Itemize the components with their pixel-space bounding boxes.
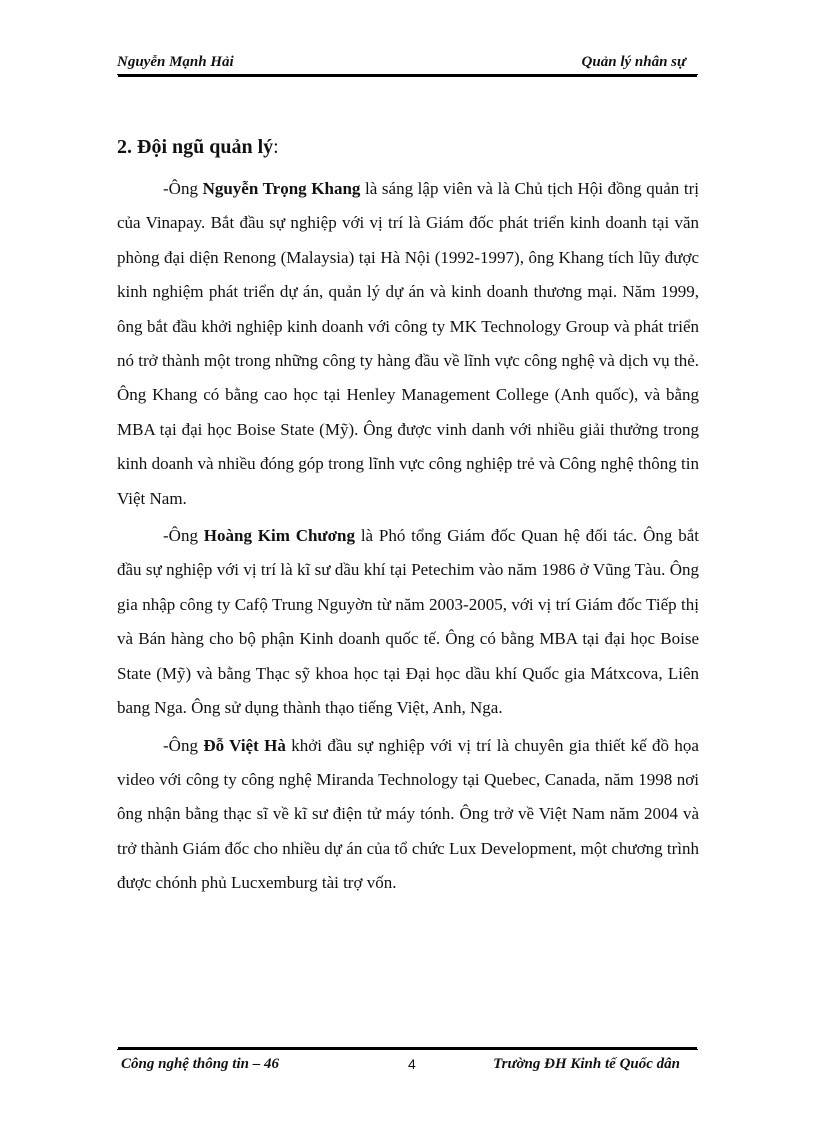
paragraph-khang <box>117 172 699 516</box>
paragraph-text: là sáng lập viên và là Chủ tịch Hội đồng quản trị của Vinapay. Bắt đầu sự nghiệp với vị trí là Giám đốc phát triển kinh doanh tại văn phòng đại diện Renong (Malaysia) tại Hà Nội (1992-1997), ông Khang tích lũy được kinh nghiệm phát triển dự án, quản lý dự án và kinh doanh thương mại. Năm 1999, ông bắt đầu khởi nghiệp kinh doanh với công ty MK Technology Group và phát triển nó trở thành một trong những công ty hàng đầu về lĩnh vực công nghệ và dịch vụ thẻ. Ông Khang có bằng cao học tại Henley Management College (Anh quốc), và bằng MBA tại đại học Boise State (Mỹ). Ông được vinh danh với nhiều giải thưởng trong kinh doanh và nhiều đóng góp trong lĩnh vực công nghiệp trẻ và Công nghệ thông tin Việt Nam. <box>117 179 699 508</box>
header-subject: Quản lý nhân sự <box>581 54 686 70</box>
page-number: 4 <box>408 1056 416 1072</box>
person-name: Nguyễn Trọng Khang <box>202 179 361 198</box>
document-body <box>117 172 699 904</box>
paragraph-prefix: -Ông <box>163 735 204 755</box>
section-title-colon: : <box>273 136 279 158</box>
paragraph-prefix: -Ông <box>163 179 203 198</box>
paragraph-ha <box>117 729 699 901</box>
paragraph-text: là Phó tổng Giám đốc Quan hệ đối tác. Ông bắt đầu sự nghiệp với vị trí là kĩ sư dầu khí tại Petechim vào năm 1986 ở Vũng Tàu. Ông gia nhập công ty Cafộ Trung Nguyờn từ năm 2003-2005, với vị trí Giám đốc Tiếp thị và Bán hàng cho bộ phận Kinh doanh quốc tế. Ông có bằng MBA tại đại học Boise State (Mỹ) và bằng Thạc sỹ khoa học tại Đại học dầu khí Quốc gia Mátxcova, Liên bang Nga. Ông sử dụng thành thạo tiếng Việt, Anh, Nga. <box>117 526 699 718</box>
page-footer <box>117 1049 698 1078</box>
person-name: Hoàng Kim Chương <box>203 526 355 546</box>
section-title <box>117 136 279 159</box>
footer-department: Công nghệ thông tin – 46 <box>121 1056 279 1072</box>
footer-university: Trường ĐH Kinh tế Quốc dân <box>493 1056 680 1072</box>
person-name: Đỗ Việt Hà <box>203 735 286 755</box>
header-author: Nguyễn Mạnh Hải <box>117 54 234 70</box>
paragraph-chuong <box>117 519 699 725</box>
paragraph-text: khởi đầu sự nghiệp với vị trí là chuyên gia thiết kế đồ họa video với công ty công nghệ Miranda Technology tại Quebec, Canada, năm 1998 nơi ông nhận bằng thạc sĩ về kĩ sư điện tử máy tónh. Ông trở về Việt Nam năm 2004 và trở thành Giám đốc cho nhiều dự án của tổ chức Lux Development, một chương trình được chónh phủ Lucxemburg tài trợ vốn. <box>117 735 699 893</box>
paragraph-prefix: -Ông <box>163 526 204 546</box>
section-title-text: 2. Đội ngũ quản lý <box>117 136 274 158</box>
page-header <box>117 52 698 75</box>
